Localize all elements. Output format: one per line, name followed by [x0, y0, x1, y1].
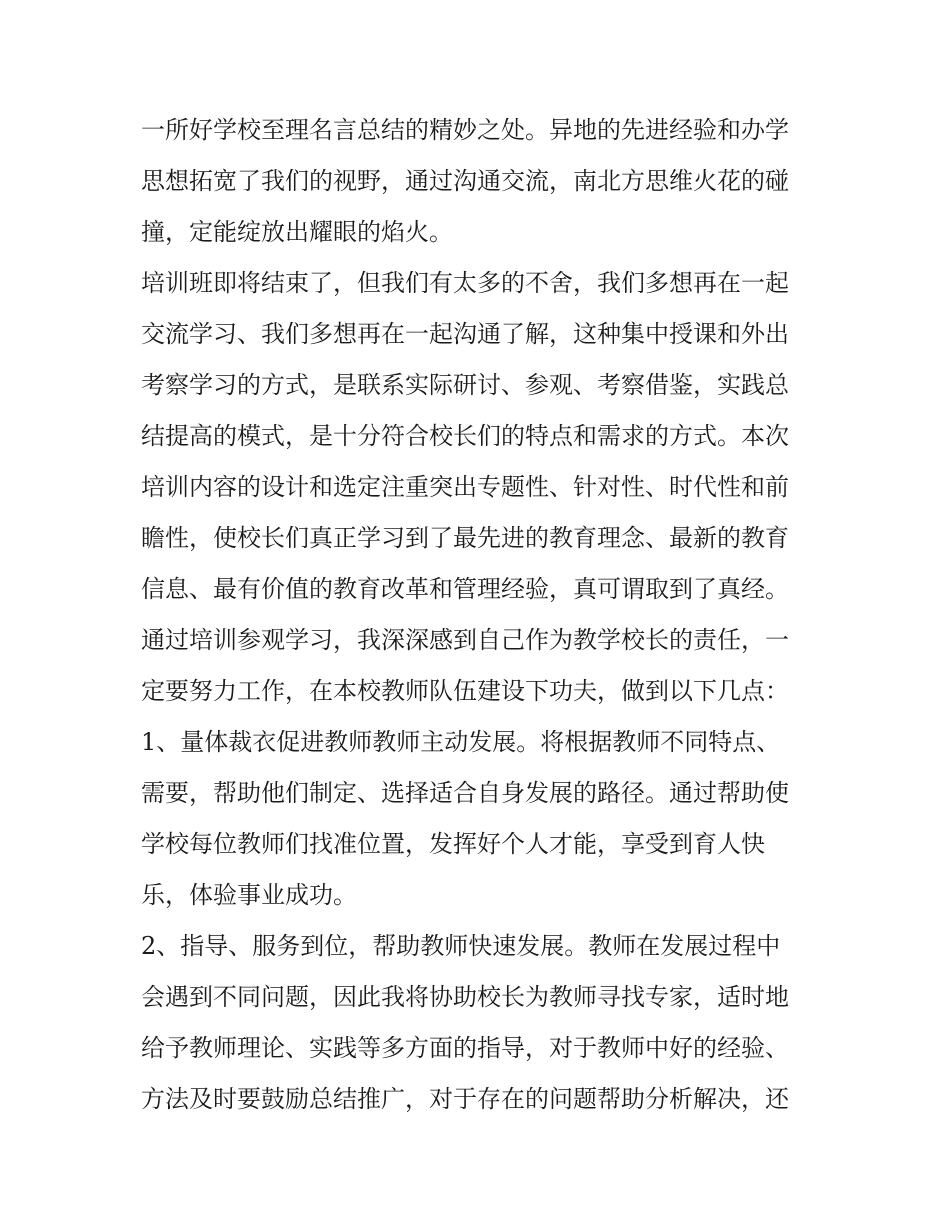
text-line-15: 学校每位教师们找准位置，发挥好个人才能，享受到育人快 — [141, 830, 765, 858]
text-line-11: 通过培训参观学习，我深深感到自己作为教学校长的责任，一 — [141, 626, 789, 654]
document-body — [141, 105, 813, 1125]
text-line-2: 思想拓宽了我们的视野，通过沟通交流，南北方思维火花的碰 — [141, 167, 789, 195]
text-line-7: 结提高的模式，是十分符合校长们的特点和需求的方式。本次 — [141, 422, 789, 450]
text-line-8: 培训内容的设计和选定注重突出专题性、针对性、时代性和前 — [141, 473, 789, 501]
text-line-18: 会遇到不同问题，因此我将协助校长为教师寻找专家，适时地 — [141, 983, 789, 1011]
text-line-17: 2、指导、服务到位，帮助教师快速发展。教师在发展过程中 — [141, 932, 781, 960]
text-line-12: 定要努力工作，在本校教师队伍建设下功夫，做到以下几点： — [141, 677, 789, 705]
text-line-19: 给予教师理论、实践等多方面的指导，对于教师中好的经验、 — [141, 1034, 789, 1062]
text-line-3: 撞，定能绽放出耀眼的焰火。 — [141, 218, 453, 246]
text-line-16: 乐，体验事业成功。 — [141, 881, 357, 909]
text-line-4: 培训班即将结束了，但我们有太多的不舍，我们多想再在一起 — [141, 269, 789, 297]
text-line-5: 交流学习、我们多想再在一起沟通了解，这种集中授课和外出 — [141, 320, 789, 348]
text-line-9: 瞻性，使校长们真正学习到了最先进的教育理念、最新的教育 — [141, 524, 789, 552]
text-line-10: 信息、最有价值的教育改革和管理经验，真可谓取到了真经。 — [141, 575, 789, 603]
text-line-1: 一所好学校至理名言总结的精妙之处。异地的先进经验和办学 — [141, 116, 789, 144]
text-line-6: 考察学习的方式，是联系实际研讨、参观、考察借鉴，实践总 — [141, 371, 789, 399]
text-line-13: 1、量体裁衣促进教师教师主动发展。将根据教师不同特点、 — [141, 728, 781, 756]
text-line-20: 方法及时要鼓励总结推广，对于存在的问题帮助分析解决，还 — [141, 1085, 789, 1113]
text-line-14: 需要，帮助他们制定、选择适合自身发展的路径。通过帮助使 — [141, 779, 789, 807]
